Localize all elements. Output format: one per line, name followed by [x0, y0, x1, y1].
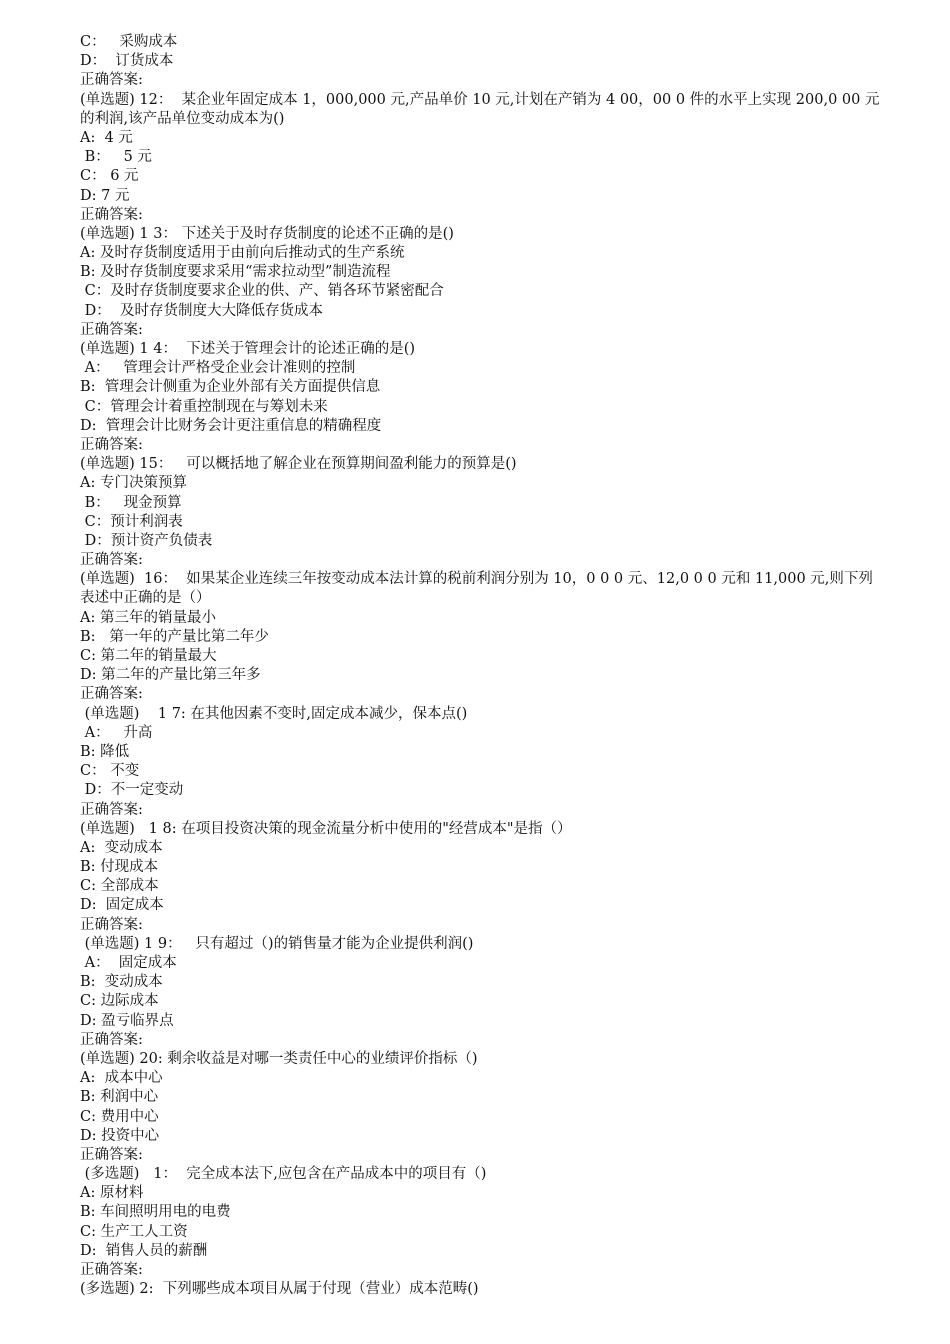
question-19: (单选题) 1 9： 只有超过（)的销售量才能为企业提供利润(): [80, 935, 474, 952]
exam-document: [80, 33, 880, 1299]
option-d: D: 管理会计比财务会计更注重信息的精确程度: [80, 417, 382, 434]
option-c: C: 第二年的销量最大: [80, 648, 217, 665]
option-b: B: 变动成本: [80, 974, 163, 991]
question-20: (单选题) 20: 剩余收益是对哪一类责任中心的业绩评价指标（): [80, 1050, 478, 1067]
multi-question-1: (多选题) 1： 完全成本法下,应包含在产品成本中的项目有（): [80, 1166, 487, 1183]
option-a: A: 变动成本: [80, 839, 163, 856]
answer-label: 正确答案:: [80, 1262, 143, 1279]
option-b: B: 第一年的产量比第二年少: [80, 628, 269, 645]
option-c: C: 生产工人工资: [80, 1223, 188, 1240]
option-d: D: 第二年的产量比第三年多: [80, 667, 261, 684]
question-18: (单选题) 1 8: 在项目投资决策的现金流量分析中使用的"经营成本"是指（）: [80, 820, 572, 837]
option-c: C: 边际成本: [80, 993, 159, 1010]
option-d: D: 盈亏临界点: [80, 1012, 174, 1029]
question-15: (单选题) 15： 可以概括地了解企业在预算期间盈利能力的预算是(): [80, 456, 517, 473]
option-a: A: 第三年的销量最小: [80, 609, 216, 626]
option-c: C： 6 元: [80, 168, 139, 185]
option-c: C：管理会计着重控制现在与筹划未来: [80, 398, 328, 415]
option-a: A: 及时存货制度适用于由前向后推动式的生产系统: [80, 245, 405, 262]
option-a: A: 专门决策预算: [80, 475, 187, 492]
answer-label: 正确答案:: [80, 321, 143, 338]
option-b: B: 利润中心: [80, 1089, 159, 1106]
question-14: (单选题) 1 4： 下述关于管理会计的论述正确的是(): [80, 341, 416, 358]
option-b: B: 降低: [80, 743, 130, 760]
option-b: B： 5 元: [80, 149, 152, 166]
option-c: C: 费用中心: [80, 1108, 159, 1125]
option-a: A: 成本中心: [80, 1070, 163, 1087]
answer-label: 正确答案:: [80, 1031, 143, 1048]
option-b: B: 付现成本: [80, 859, 159, 876]
option-a: A: 原材料: [80, 1185, 144, 1202]
option-b: B: 管理会计侧重为企业外部有关方面提供信息: [80, 379, 381, 396]
option-c: C：预计利润表: [80, 513, 183, 530]
option-c: C： 采购成本: [80, 34, 178, 50]
question-13: (单选题) 1 3： 下述关于及时存货制度的论述不正确的是(): [80, 225, 454, 242]
option-a: A： 管理会计严格受企业会计准则的控制: [80, 360, 356, 377]
option-d: D：不一定变动: [80, 782, 184, 799]
answer-label: 正确答案:: [80, 686, 143, 703]
option-d: D: 固定成本: [80, 897, 164, 914]
option-b: B: 及时存货制度要求采用“需求拉动型”制造流程: [80, 264, 391, 281]
option-d: D： 订货成本: [80, 53, 174, 70]
option-d: D：预计资产负债表: [80, 532, 213, 549]
answer-label: 正确答案:: [80, 1146, 143, 1163]
answer-label: 正确答案:: [80, 436, 143, 453]
option-d: D: 7 元: [80, 187, 130, 204]
option-c: C：及时存货制度要求企业的供、产、销各环节紧密配合: [80, 283, 444, 300]
answer-label: 正确答案:: [80, 206, 143, 223]
question-16: (单选题) 16： 如果某企业连续三年按变动成本法计算的税前利润分别为 10，0 0 0 元、12,0 0 0 元和 11,000 元,则下列表述中正确的是（）: [80, 571, 873, 607]
option-a: A: 4 元: [80, 129, 133, 146]
option-d: D: 投资中心: [80, 1127, 160, 1144]
option-c: C: 全部成本: [80, 878, 159, 895]
option-b: B: 车间照明用电的电费: [80, 1204, 231, 1221]
option-a: A： 升高: [80, 724, 153, 741]
question-12: (单选题) 12： 某企业年固定成本 1，000,000 元,产品单价 10 元,计划在产销为 4 00，00 0 件的水平上实现 200,0 00 元的利润,该产品单位变动成本为(): [80, 91, 880, 127]
answer-label: 正确答案:: [80, 801, 143, 818]
multi-question-2: (多选题) 2: 下列哪些成本项目从属于付现（营业）成本范畴(): [80, 1281, 479, 1298]
answer-label: 正确答案:: [80, 916, 143, 933]
option-a: A： 固定成本: [80, 955, 177, 972]
option-d: D: 销售人员的薪酬: [80, 1242, 208, 1259]
option-b: B： 现金预算: [80, 494, 182, 511]
option-d: D： 及时存货制度大大降低存货成本: [80, 302, 323, 319]
option-c: C： 不变: [80, 763, 140, 780]
answer-label: 正确答案:: [80, 72, 143, 89]
question-17: (单选题) 1 7: 在其他因素不变时,固定成本减少，保本点(): [80, 705, 468, 722]
answer-label: 正确答案:: [80, 552, 143, 569]
